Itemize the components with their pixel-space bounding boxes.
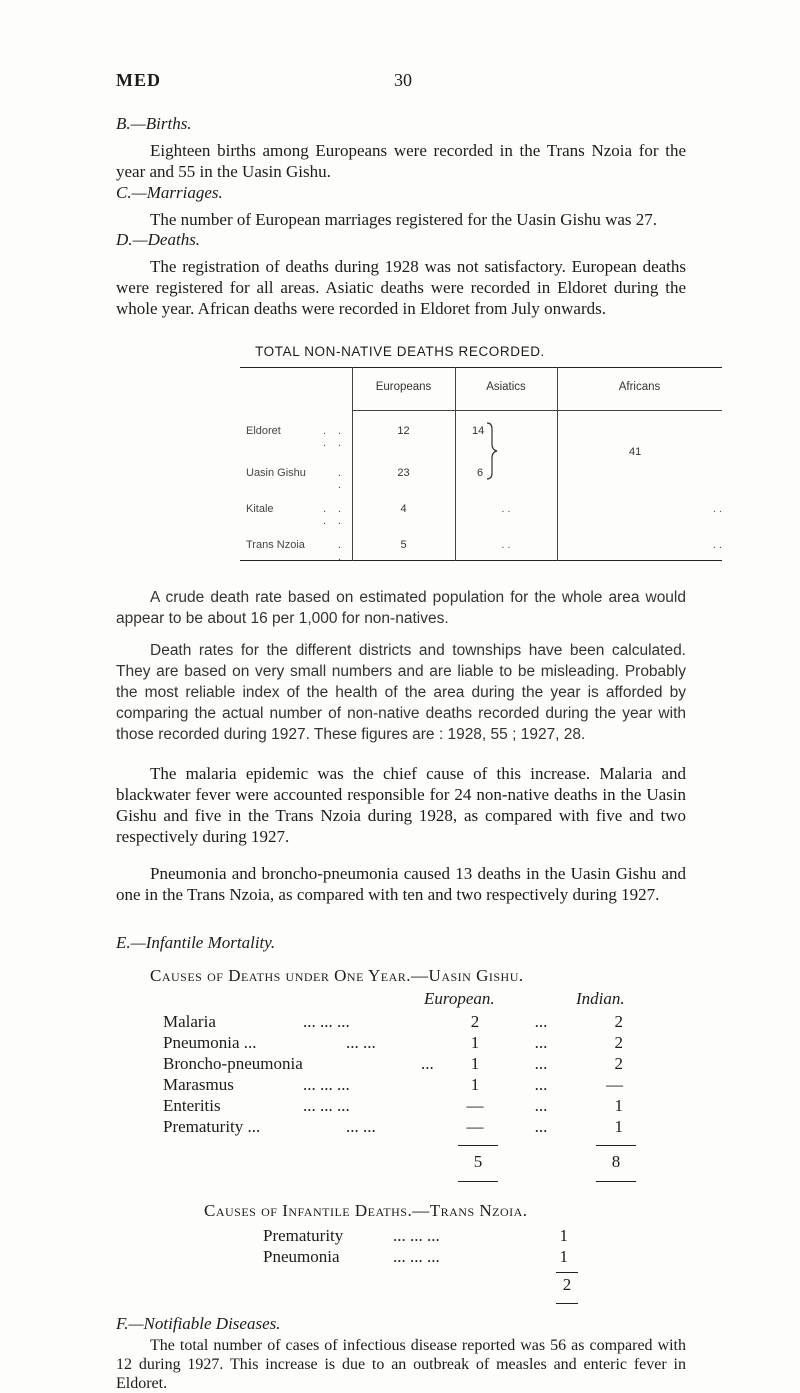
col-asiatics: Asiatics <box>486 381 526 393</box>
marriages-section <box>116 182 686 230</box>
total-rule <box>458 1181 498 1182</box>
page-header <box>116 70 676 91</box>
table-title: TOTAL NON-NATIVE DEATHS RECORDED. <box>255 344 545 359</box>
table-vline-2 <box>455 367 456 561</box>
cell-asiatics: . . <box>501 503 511 515</box>
trans-nzoia-heading: Causes of Infantile Deaths.—Trans Nzoia. <box>204 1201 528 1220</box>
deaths-text: The registration of deaths during 1928 was not satisfactory. European deaths were registered for all areas. Asiatic deaths were recorded in Eldoret during the whole year. African deaths were recorded in Eldoret from July onwards. <box>116 257 686 318</box>
notifiable-title: F.—Notifiable Diseases. <box>116 1314 281 1333</box>
deaths-section <box>116 229 686 319</box>
total-rule <box>556 1303 578 1304</box>
cell-asiatics: 14 <box>472 425 485 437</box>
total-rule <box>596 1145 636 1146</box>
cell-asiatics: 6 <box>477 467 484 479</box>
col-indian: Indian. <box>576 989 625 1008</box>
cell-europeans: 4 <box>400 503 407 515</box>
cell-africans: . . <box>712 503 722 515</box>
col-european: European. <box>424 989 495 1008</box>
notifiable-text: The total number of cases of infectious disease reported was 56 as compared with 12 during 1927. This increase is due to an outbreak of measles and enteric fever in Eldoret. <box>116 1337 686 1392</box>
uasin-gishu-heading: Causes of Deaths under One Year.—Uasin Gishu. <box>150 966 524 985</box>
paragraph: The malaria epidemic was the chief cause of this increase. Malaria and blackwater fever were accounted responsible for 24 non-native deaths in the Uasin Gishu and five in the Trans Nzoia during 1928, as compared with five and two respectively during 1927. <box>116 764 686 846</box>
total-european: 5 <box>473 1152 483 1171</box>
births-text: Eighteen births among Europeans were recorded in the Trans Nzoia for the year and 55 in the Uasin Gishu. <box>116 141 686 181</box>
uasin-gishu-causes <box>163 1011 623 1137</box>
cause-row: Pneumonia ... ... ... 1 ... 2 <box>163 1033 623 1052</box>
total-rule <box>556 1272 578 1273</box>
cell-africans: . . <box>712 539 722 551</box>
cell-europeans: 12 <box>397 425 410 437</box>
paragraph: Death rates for the different districts and townships have been calculated. They are based on very small numbers and are liable to be misleading. Probably the most reliable index of the health of the area during the year is afforded by comparing the actual number of non-native deaths recorded during the year with those recorded during 1927. These figures are : 1928, 55 ; 1927, 28. <box>116 642 686 743</box>
marriages-text: The number of European marriages registered for the Uasin Gishu was 27. <box>150 210 658 229</box>
brace-icon <box>485 420 499 482</box>
row-place: Trans Nzoia . . <box>246 539 342 563</box>
cell-africans-combined: 41 <box>629 446 642 458</box>
table-top-rule <box>240 367 722 368</box>
marriages-title: C.—Marriages. <box>116 183 223 202</box>
cause-row: Malaria ... ... ... 2 ... 2 <box>163 1012 623 1031</box>
deaths-title: D.—Deaths. <box>116 230 201 249</box>
births-title: B.—Births. <box>116 114 192 133</box>
row-place: Kitale . . . . <box>246 503 342 527</box>
notifiable-section <box>116 1313 686 1334</box>
row-place: Uasin Gishu . . <box>246 467 342 491</box>
cause-row: Marasmus ... ... ... 1 ... — <box>163 1075 623 1094</box>
cause-row: Pneumonia ... ... ... 1 <box>263 1247 568 1266</box>
paragraph: Pneumonia and broncho-pneumonia caused 13 deaths in the Uasin Gishu and one in the Trans Nzoia, as compared with ten and two respectively during 1927. <box>116 864 686 904</box>
cause-row: Broncho-pneumonia ... 1 ... 2 <box>163 1054 623 1073</box>
page-number: 30 <box>394 70 412 90</box>
trans-nzoia-causes <box>263 1225 583 1267</box>
total-rule <box>458 1145 498 1146</box>
col-africans: Africans <box>618 381 661 393</box>
table-vline-3 <box>557 367 558 561</box>
notifiable-text-wrap <box>116 1336 686 1392</box>
trans-nzoia-total: 2 <box>562 1275 572 1294</box>
total-rule <box>596 1181 636 1182</box>
cause-row: Enteritis ... ... ... — ... 1 <box>163 1096 623 1115</box>
table-vline-1 <box>352 367 353 561</box>
infantile-title: E.—Infantile Mortality. <box>116 933 276 952</box>
cell-asiatics: . . <box>501 539 511 551</box>
cause-row: Prematurity ... ... ... 1 <box>263 1226 568 1245</box>
row-place: Eldoret . . . . <box>246 425 342 449</box>
paragraph: A crude death rate based on estimated population for the whole area would appear to be about 16 per 1,000 for non-natives. <box>116 589 686 627</box>
col-europeans: Europeans <box>375 381 432 393</box>
births-section <box>116 113 686 182</box>
cause-row: Prematurity ... ... ... — ... 1 <box>163 1117 623 1136</box>
running-head: MED <box>116 70 161 90</box>
cell-europeans: 23 <box>397 467 410 479</box>
table-header-rule <box>352 410 722 411</box>
total-indian: 8 <box>611 1152 621 1171</box>
cell-europeans: 5 <box>400 539 407 551</box>
table-bottom-rule <box>240 560 722 561</box>
